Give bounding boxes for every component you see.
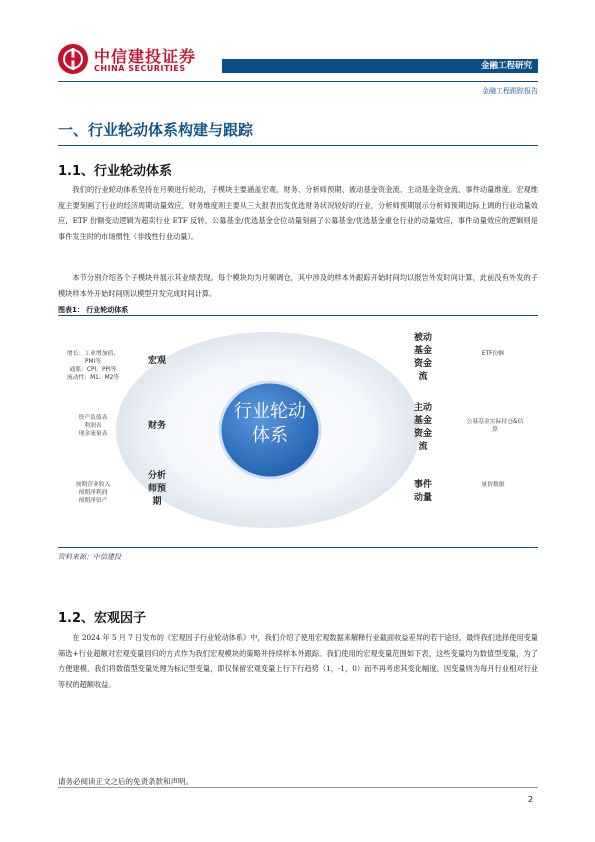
report-type: 金融工程跟踪报告 (482, 87, 538, 95)
finance-item: 现金流量表 (78, 431, 108, 437)
module-active-line: 基金 (413, 416, 432, 426)
module-finance: 财务 (147, 421, 166, 431)
company-logo (58, 44, 88, 74)
figure-source: 资料来源：中信建投 (58, 553, 121, 561)
active-items (450, 418, 540, 434)
header-divider (58, 81, 538, 82)
analyst-item: 预期净利润 (78, 490, 108, 496)
logo-text-en: CHINA SECURITIES (94, 64, 186, 73)
section-title: 一、行业轮动体系构建与跟踪 (58, 121, 254, 139)
figure-bottom-rule (58, 547, 538, 548)
event-items (453, 481, 533, 489)
event-item: 量价数据 (481, 482, 505, 488)
analyst-item: 预期净资产 (78, 498, 108, 504)
figure-top-rule (58, 315, 538, 316)
module-passive-line: 流 (418, 372, 428, 382)
footer-disclaimer: 请务必阅读正文之后的免责条款和声明。 (58, 777, 193, 786)
active-item: 公募基金实际持仓&估 (466, 419, 524, 425)
module-event-line: 事件 (413, 480, 432, 490)
module-active-line: 资金 (413, 429, 432, 439)
module-passive-line: 基金 (413, 346, 432, 356)
logo-text-cn: 中信建投证券 (94, 47, 197, 66)
macro-item: 增长：工业增加值、 (66, 351, 120, 357)
subsection-title-2: 1.2、宏观因子 (58, 611, 147, 626)
rotation-system-diagram (58, 318, 538, 546)
header-bar (222, 59, 538, 73)
footer-rule (58, 787, 538, 788)
module-active-flow (408, 402, 438, 454)
finance-items (58, 414, 128, 438)
paragraph-2: 本节分别介绍各个子模块并展示其业绩表现。每个模块均为月频调仓，其中涉及的样本外跟踪开始时间均以报告外发时间计算，此前没有外发的子模块样本外开始时间则以模型开发完成时间计算。 (58, 273, 538, 298)
macro-items (58, 350, 128, 382)
module-passive-flow (408, 332, 438, 384)
module-active-line: 主动 (413, 403, 432, 413)
center-label-line2: 体系 (252, 425, 288, 446)
analyst-item: 预期营业收入 (75, 482, 111, 488)
section-rule (58, 145, 538, 146)
module-analyst-line: 师预 (147, 484, 166, 494)
subsection-title-1: 1.1、行业轮动体系 (58, 164, 173, 179)
center-label (220, 400, 320, 448)
module-active-line: 流 (418, 442, 428, 452)
module-passive-line: 被动 (413, 333, 432, 343)
macro-item: 通胀：CPI、PPI等 (69, 367, 117, 373)
passive-item: ETF份额 (481, 351, 505, 357)
header-bar-title: 金融工程研究 (480, 61, 532, 71)
center-label-line1: 行业轮动 (234, 401, 306, 422)
finance-item: 资产负债表 (78, 415, 108, 421)
module-analyst-line: 分析 (147, 471, 166, 481)
paragraph-3: 在 2024 年 5 月 7 日发布的《宏观因子行业轮动体系》中，我们介绍了使用宏观数据来解释行业截面收益差异的若干途径，最终我们选择使用变量筛选+行业超额对宏观变量回归的方式作为我们宏观模块的策略并持续样本外跟踪。我们使用的宏观变量范围如下表，这些变量均为数值型变量，为了方便建模，我们将数值型变量处理为标记型变量，即仅保留宏观变量上行下行趋势（1，-1，0）而不再考虑其变化幅度，因变量则为每月行业相对行业等权的超额收益。 (58, 633, 538, 689)
passive-items (453, 350, 533, 358)
analyst-items (58, 481, 128, 505)
module-macro: 宏观 (147, 356, 166, 366)
module-analyst-line: 期 (152, 497, 162, 507)
module-event-momentum (408, 479, 438, 505)
page-number: 2 (528, 795, 534, 804)
module-analyst (142, 470, 172, 509)
module-event-line: 动量 (413, 493, 432, 503)
macro-item: 流动性：M1、M2等 (66, 375, 120, 381)
figure-label: 图表1： 行业轮动体系 (58, 306, 129, 314)
macro-item: PMI等 (84, 359, 101, 365)
paragraph-1: 我们的行业轮动体系坚持在月频进行轮动，子模块主要涵盖宏观、财务、分析师预期、被动基金资金流、主动基金资金流、事件动量维度。宏观维度主要刻画了行业的经济周期动量效应，财务维度则主要从三大报表出发优选财务状况较好的行业，分析师预期展示分析师预期边际上调的行业动量效应，ETF 份额变动逻辑为超卖行业 ETF 反转，公募基金/优选基金仓位动量刻画了公募基金/优选基金重仓行业的动量效应，事件动量效应的逻辑则是事件发生时的市场惯性（非线性行业动量）。 (58, 185, 538, 241)
module-passive-line: 资金 (413, 359, 432, 369)
finance-item: 利润表 (84, 423, 102, 429)
active-item: 算 (492, 427, 498, 433)
